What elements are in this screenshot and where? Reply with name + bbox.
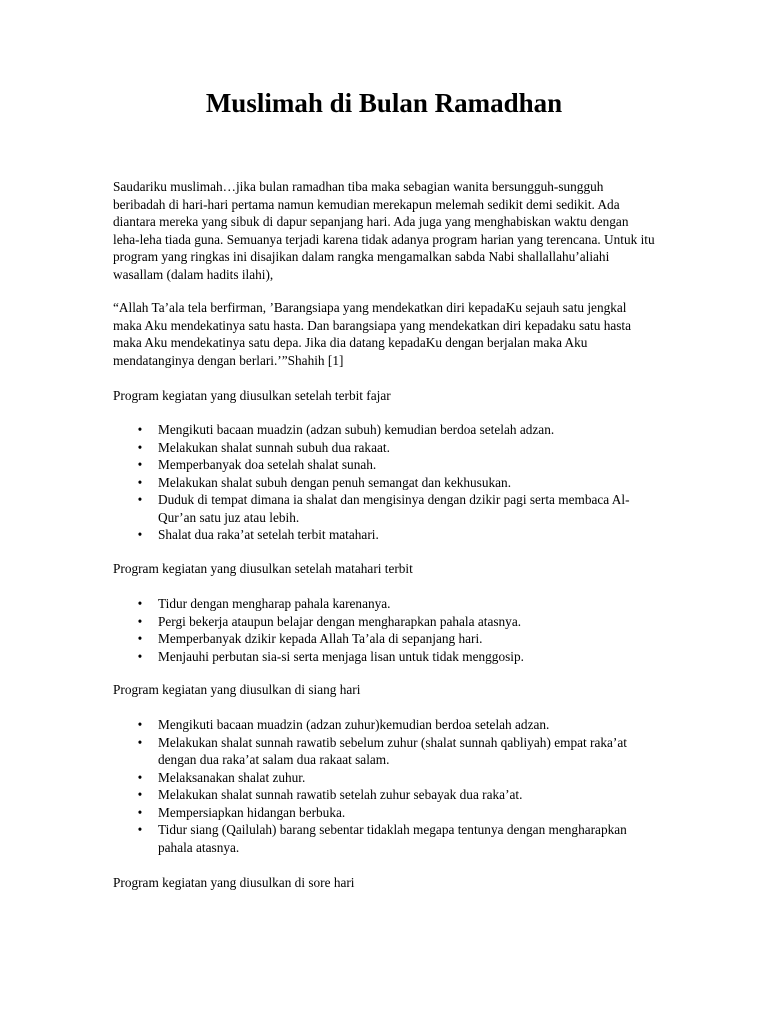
bullet-icon: •	[137, 648, 143, 664]
bullet-icon: •	[137, 422, 143, 437]
bullet-icon: •	[137, 734, 143, 750]
list-item: • Tidur dengan mengharap pahala karenanya.	[113, 595, 658, 613]
list-item: • Melakukan shalat subuh dengan penuh semangat dan kekhusukan.	[113, 474, 658, 492]
bullet-icon: •	[137, 769, 143, 785]
list-item: • Tidur siang (Qailulah) barang sebentar tidaklah megapa tentunya dengan mengharapkan pahala atasnya.	[113, 821, 658, 856]
bullet-icon: •	[137, 492, 143, 507]
section-heading-after-sunrise: Program kegiatan yang diusulkan setelah matahari terbit	[113, 561, 413, 576]
intro-paragraph: Saudariku muslimah…jika bulan ramadhan tiba maka sebagian wanita bersungguh-sungguh beribadah di hari-hari pertama namun kemudian merekapun melemah sedikit demi sedikit. Ada diantara mereka yang sibuk di dapur sepanjang hari. Ada juga yang menghabiskan waktu dengan leha-leha tiada guna. Semuanya terjadi karena tidak adanya program harian yang terencana. Untuk itu program yang ringkas ini disajikan dalam rangka mengamalkan sabda Nabi shallallahu’aliahi wasallam (dalam hadits ilahi),	[113, 179, 655, 282]
section-heading-afternoon: Program kegiatan yang diusulkan di sore hari	[113, 875, 355, 890]
bullet-icon: •	[137, 787, 143, 802]
list-item: • Memperbanyak dzikir kepada Allah Ta’ala di sepanjang hari.	[113, 630, 658, 648]
hadith-quote-paragraph: “Allah Ta’ala tela berfirman, ’Barangsiapa yang mendekatkan diri kepadaKu sejauh satu jengkal maka Aku mendekatinya satu hasta. Dan barangsiapa yang mendekatkan diri kepadaku satu hasta maka Aku mendekatinya satu depa. Jika dia datang kepadaKu dengan berjalan maka Aku mendatanginya dengan berlari.’”Shahih [1]	[113, 300, 632, 368]
bullet-icon: •	[137, 527, 143, 542]
page-title: Muslimah di Bulan Ramadhan	[205, 88, 563, 118]
list-item: • Melakukan shalat sunnah rawatib setelah zuhur sebayak dua raka’at.	[113, 786, 658, 804]
list-item: • Mengikuti bacaan muadzin (adzan zuhur)kemudian berdoa setelah adzan.	[113, 716, 658, 734]
list-item: • Mempersiapkan hidangan berbuka.	[113, 804, 658, 822]
bullet-icon: •	[137, 822, 143, 837]
bullet-icon: •	[137, 596, 143, 611]
bullet-icon: •	[137, 474, 143, 490]
list-item: • Shalat dua raka’at setelah terbit matahari.	[113, 526, 658, 544]
bullet-icon: •	[137, 804, 143, 820]
list-item: • Menjauhi perbutan sia-si serta menjaga lisan untuk tidak menggosip.	[113, 648, 658, 666]
list-item: • Mengikuti bacaan muadzin (adzan subuh) kemudian berdoa setelah adzan.	[113, 421, 658, 439]
list-item: • Melakukan shalat sunnah subuh dua rakaat.	[113, 439, 658, 457]
bullet-icon: •	[137, 439, 143, 455]
bullet-icon: •	[137, 631, 143, 646]
bullet-icon: •	[137, 717, 143, 732]
list-midday	[113, 716, 658, 856]
bullet-icon: •	[137, 457, 143, 472]
section-heading-after-dawn: Program kegiatan yang diusulkan setelah terbit fajar	[113, 388, 391, 403]
list-item: • Pergi bekerja ataupun belajar dengan mengharapkan pahala atasnya.	[113, 613, 658, 631]
list-item: • Melakukan shalat sunnah rawatib sebelum zuhur (shalat sunnah qabliyah) empat raka’at dengan dua raka’at salam dua rakaat salam.	[113, 734, 658, 769]
list-after-dawn	[113, 421, 658, 544]
section-heading-midday: Program kegiatan yang diusulkan di siang hari	[113, 682, 361, 697]
bullet-icon: •	[137, 613, 143, 629]
list-item: • Memperbanyak doa setelah shalat sunah.	[113, 456, 658, 474]
list-item: • Melaksanakan shalat zuhur.	[113, 769, 658, 787]
list-after-sunrise	[113, 595, 658, 665]
list-item: • Duduk di tempat dimana ia shalat dan mengisinya dengan dzikir pagi serta membaca Al-Qur’an satu juz atau lebih.	[113, 491, 658, 526]
